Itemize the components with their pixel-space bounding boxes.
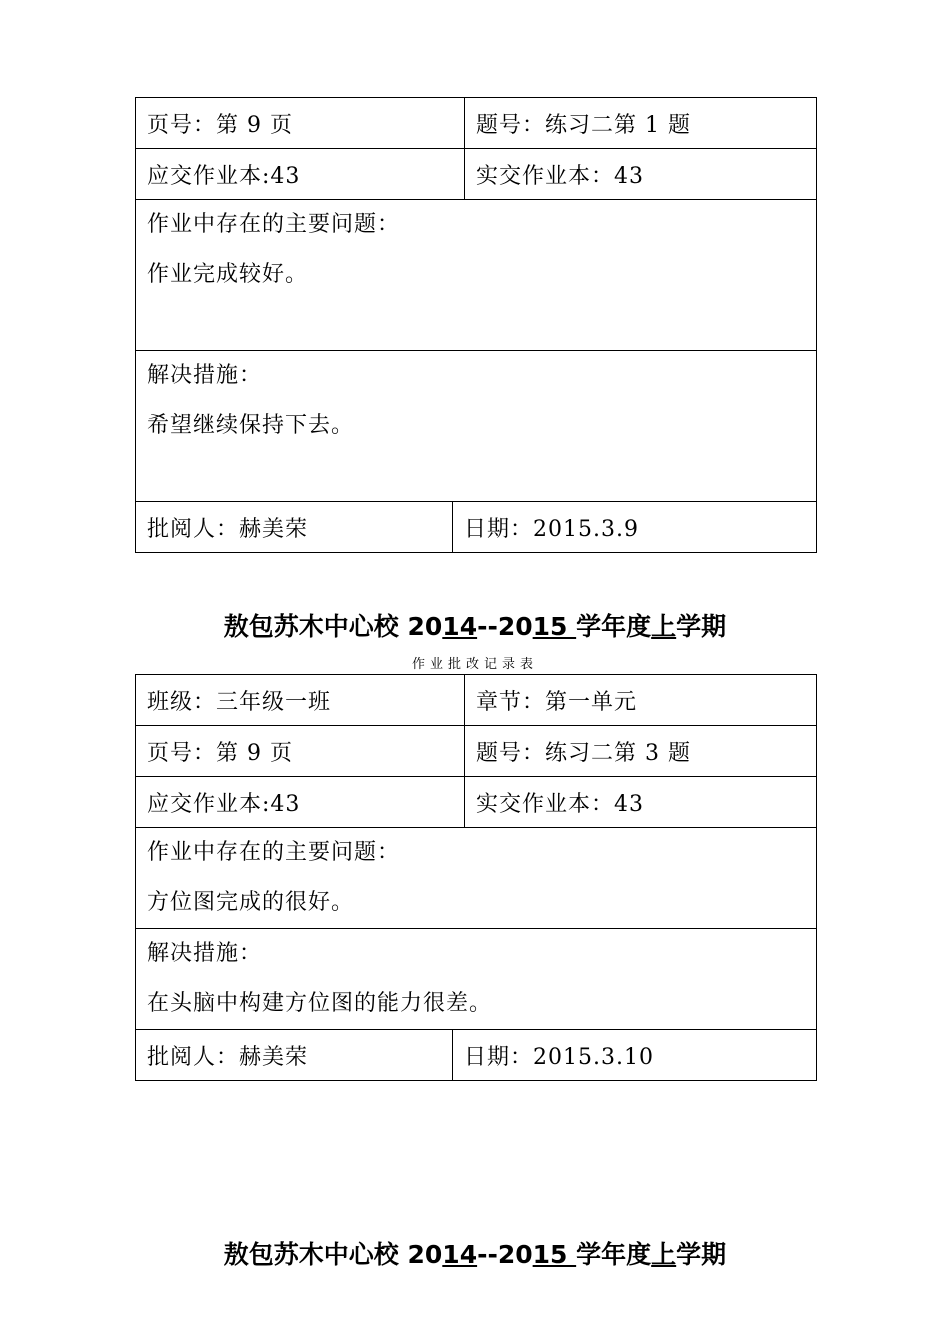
measures-label: 解决措施： — [147, 941, 263, 966]
problems-cell — [136, 828, 817, 929]
title-part: 学年度 — [576, 612, 652, 641]
record-table-1 — [135, 97, 817, 553]
title-part: 学期 — [676, 612, 727, 641]
problems-text: 方位图完成的很好。 — [147, 890, 355, 915]
chapter-cell: 章节：第一单元 — [465, 675, 817, 726]
measures-cell — [136, 351, 817, 502]
title-part-underlined: 上 — [651, 1240, 677, 1269]
reviewer-cell: 批阅人：赫美荣 — [136, 502, 453, 553]
title-part: 敖包苏木中心校 20 — [223, 612, 443, 641]
measures-text: 在头脑中构建方位图的能力很差。 — [147, 991, 493, 1016]
problems-text: 作业完成较好。 — [147, 262, 309, 287]
problems-label: 作业中存在的主要问题： — [147, 840, 401, 865]
measures-label: 解决措施： — [147, 363, 263, 388]
problems-label: 作业中存在的主要问题： — [147, 212, 401, 237]
title-part: 敖包苏木中心校 20 — [223, 1240, 443, 1269]
submitted-count-cell: 实交作业本：43 — [465, 149, 817, 200]
school-title — [0, 1235, 950, 1271]
measures-text: 希望继续保持下去。 — [147, 413, 355, 438]
title-part-underlined: 15 — [532, 1240, 577, 1269]
school-title — [0, 607, 950, 643]
page-number-cell: 页号：第 9 页 — [136, 98, 465, 149]
reviewer-cell: 批阅人：赫美荣 — [136, 1030, 453, 1081]
title-part: --20 — [477, 612, 533, 641]
title-part-underlined: 15 — [532, 612, 577, 641]
date-cell: 日期：2015.3.9 — [453, 502, 817, 553]
problems-cell — [136, 200, 817, 351]
date-cell: 日期：2015.3.10 — [453, 1030, 817, 1081]
question-number-cell: 题号：练习二第 3 题 — [465, 726, 817, 777]
title-part: --20 — [477, 1240, 533, 1269]
question-number-cell: 题号：练习二第 1 题 — [465, 98, 817, 149]
submitted-count-cell: 实交作业本：43 — [465, 777, 817, 828]
expected-count-cell: 应交作业本:43 — [136, 777, 465, 828]
title-part: 学期 — [676, 1240, 727, 1269]
title-part-underlined: 14 — [442, 1240, 478, 1269]
title-part-underlined: 上 — [651, 612, 677, 641]
class-cell: 班级：三年级一班 — [136, 675, 465, 726]
form-subtitle: 作业批改记录表 — [411, 657, 538, 672]
expected-count-cell: 应交作业本:43 — [136, 149, 465, 200]
title-part: 学年度 — [576, 1240, 652, 1269]
title-part-underlined: 14 — [442, 612, 478, 641]
page-number-cell: 页号：第 9 页 — [136, 726, 465, 777]
record-table-2 — [135, 674, 817, 1081]
measures-cell — [136, 929, 817, 1030]
